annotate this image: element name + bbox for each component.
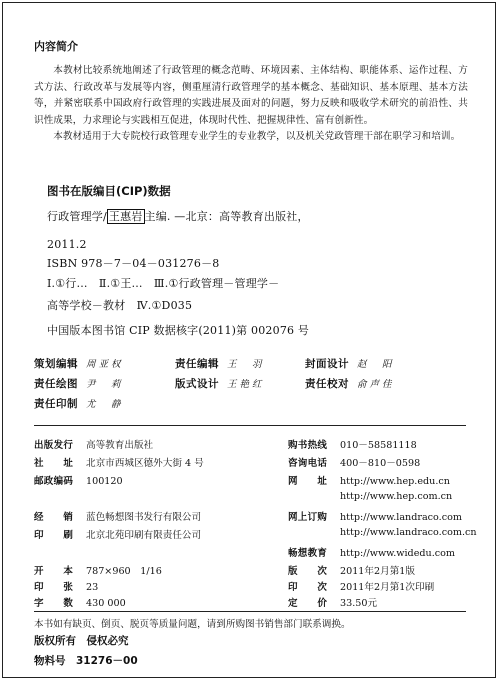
spec-sheets: 印 张 23 <box>34 582 99 593</box>
material-number <box>34 653 138 668</box>
cip-book-title: 行政管理学/ <box>47 210 107 223</box>
cip-number: 中国版本图书馆 CIP 数据核字(2011)第 002076 号 <box>47 324 310 337</box>
staff-illustration: 责任绘图 尹 莉 <box>34 378 124 390</box>
cip-title: 图书在版编目(CIP)数据 <box>47 184 171 198</box>
material-value: 31276－00 <box>76 655 138 667</box>
staff-proofreading: 责任校对 俞声佳 <box>305 378 395 390</box>
website-2: http://www.hep.com.cn <box>340 491 453 502</box>
wide-education: 畅想教育 http://www.widedu.com <box>288 548 455 559</box>
spec-edition: 版 次 2011年2月第1版 <box>288 566 415 577</box>
publisher-printer: 印 刷 北京北苑印刷有限责任公司 <box>34 530 202 541</box>
cip-editor-name: 王惠岩 <box>108 210 143 223</box>
cip-subject-2: 高等学校－教材 Ⅳ.①D035 <box>47 299 193 312</box>
online-order-1: 网上订购 http://www.landraco.com <box>288 512 462 523</box>
staff-cover-design: 封面设计 赵 阳 <box>305 358 395 370</box>
cip-line-1 <box>47 208 309 224</box>
intro-paragraph-2: 本教材适用于大专院校行政管理专业学生的专业教学，以及机关党政管理干部在职学习和培训。 <box>53 131 461 142</box>
consult-phone: 咨询电话 400－810－0598 <box>288 458 421 469</box>
quality-note: 本书如有缺页、倒页、脱页等质量问题，请到所购图书销售部门联系调换。 <box>34 619 351 630</box>
publisher-issuer: 出版发行 高等教育出版社 <box>34 440 154 451</box>
staff-planning-editor: 策划编辑 周亚权 <box>34 358 124 370</box>
publisher-postcode: 邮政编码 100120 <box>34 476 123 487</box>
divider-top <box>34 425 466 426</box>
staff-layout-design: 版式设计 王艳红 <box>175 378 265 390</box>
online-order-2: http://www.landraco.com.cn <box>340 527 477 538</box>
intro-text <box>34 63 468 146</box>
cip-subject-1: Ⅰ.①行… Ⅱ.①王… Ⅲ.①行政管理－管理学－ <box>47 277 280 290</box>
purchase-hotline: 购书热线 010－58581118 <box>288 440 417 451</box>
website-1: 网 址 http://www.hep.edu.cn <box>288 476 450 487</box>
intro-paragraph-1: 本教材比较系统地阐述了行政管理的概念范畴、环境因素、主体结构、职能体系、运作过程、方式方法、行政改革与发展等内容，侧重厘清行政管理学的基本概念、基础知识、基本原理、基本方法等，并紧密联系中国政府行政管理的实践进展及面对的问题，努力反映和吸收学术研究的前沿性、共识性成果，力求理论与实践相互促进，体现时代性、把握规律性、富有创新性。 <box>34 65 468 126</box>
spec-price: 定 价 33.50元 <box>288 598 378 609</box>
divider-bottom <box>34 611 466 612</box>
cip-isbn: ISBN 978－7－04－031276－8 <box>47 257 220 270</box>
publisher-distributor: 经 销 蓝色畅想图书发行有限公司 <box>34 512 202 523</box>
publisher-address: 社 址 北京市西城区德外大街 4 号 <box>34 458 204 469</box>
staff-responsible-editor: 责任编辑 王 羽 <box>175 358 265 370</box>
cip-publisher: 主编. —北京：高等教育出版社， <box>144 210 309 223</box>
cip-line-2: 2011.2 <box>47 238 87 251</box>
spec-format: 开 本 787×960 1/16 <box>34 566 162 577</box>
copyright-notice: 版权所有 侵权必究 <box>34 635 129 647</box>
spec-printing: 印 次 2011年2月第1次印刷 <box>288 582 435 593</box>
material-label: 物料号 <box>34 655 66 667</box>
staff-print-supervisor: 责任印制 尤 静 <box>34 398 124 410</box>
spec-word-count: 字 数 430 000 <box>34 598 126 609</box>
intro-title: 内容简介 <box>34 40 78 53</box>
